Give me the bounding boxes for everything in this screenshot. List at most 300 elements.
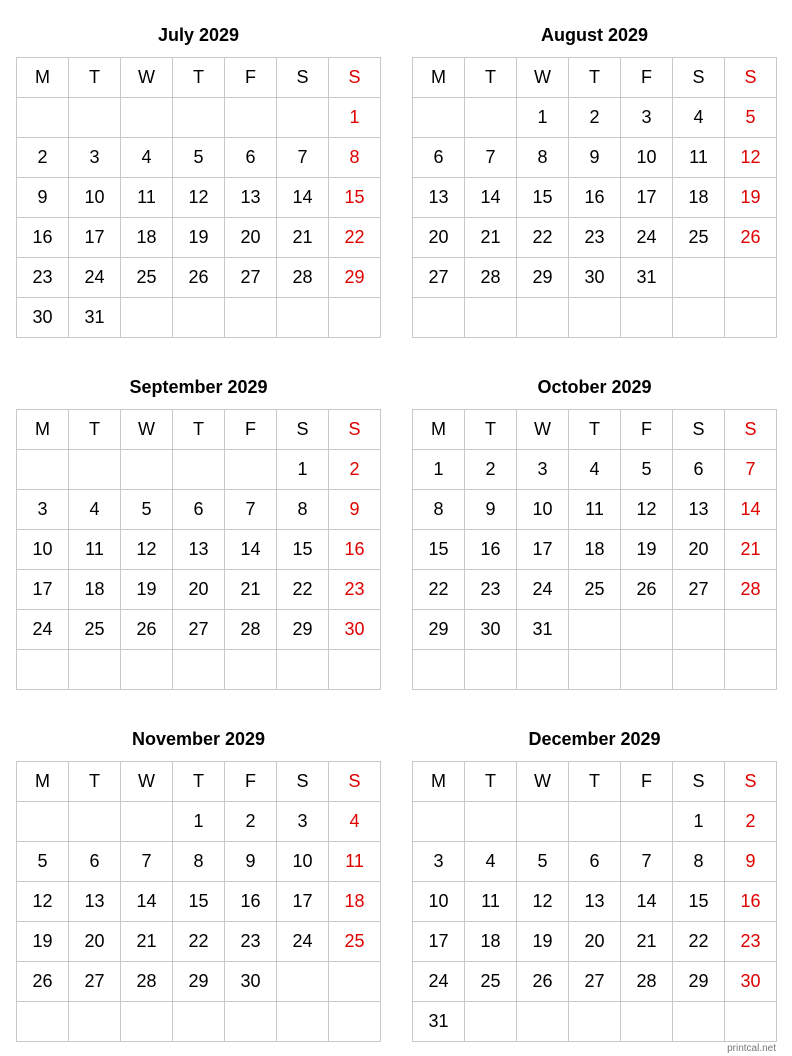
week-row (413, 610, 777, 650)
month-november (16, 727, 381, 1042)
day-cell: 21 (225, 570, 277, 610)
weekday-label: T (173, 410, 225, 450)
day-cell: 25 (69, 610, 121, 650)
weekday-label: S (329, 410, 381, 450)
week-row (17, 450, 381, 490)
day-cell (277, 298, 329, 338)
week-row (413, 570, 777, 610)
day-cell: 6 (69, 842, 121, 882)
day-cell: 30 (569, 258, 621, 298)
day-cell: 5 (621, 450, 673, 490)
weekday-label: T (69, 58, 121, 98)
day-cell: 1 (413, 450, 465, 490)
weekday-label: S (329, 58, 381, 98)
day-cell: 18 (569, 530, 621, 570)
day-cell (173, 450, 225, 490)
day-cell: 5 (121, 490, 173, 530)
weekday-label: T (465, 762, 517, 802)
day-cell (517, 802, 569, 842)
month-august (412, 23, 777, 338)
weekday-label: T (69, 410, 121, 450)
day-cell (517, 650, 569, 690)
weekday-header-row (17, 410, 381, 450)
weekday-label: F (621, 762, 673, 802)
weekday-header-row (17, 58, 381, 98)
day-cell: 22 (673, 922, 725, 962)
day-cell: 4 (673, 98, 725, 138)
week-row (413, 298, 777, 338)
day-cell: 14 (277, 178, 329, 218)
day-cell (225, 98, 277, 138)
week-row (17, 842, 381, 882)
week-row (413, 490, 777, 530)
day-cell: 14 (225, 530, 277, 570)
day-cell: 9 (725, 842, 777, 882)
day-cell: 27 (69, 962, 121, 1002)
day-cell: 13 (225, 178, 277, 218)
day-cell: 16 (17, 218, 69, 258)
month-title: September 2029 (129, 377, 268, 397)
week-row (413, 530, 777, 570)
day-cell: 10 (17, 530, 69, 570)
week-row (413, 178, 777, 218)
day-cell: 22 (413, 570, 465, 610)
day-cell: 27 (225, 258, 277, 298)
day-cell: 24 (17, 610, 69, 650)
month-july (16, 23, 381, 338)
day-cell: 19 (173, 218, 225, 258)
weekday-header-row (413, 410, 777, 450)
day-cell: 15 (673, 882, 725, 922)
day-cell (329, 1002, 381, 1042)
day-cell: 19 (621, 530, 673, 570)
week-row (413, 1002, 777, 1042)
day-cell: 2 (17, 138, 69, 178)
week-row (413, 258, 777, 298)
day-cell (17, 650, 69, 690)
day-cell: 8 (517, 138, 569, 178)
weekday-label: S (277, 762, 329, 802)
day-cell: 17 (413, 922, 465, 962)
day-cell: 11 (69, 530, 121, 570)
day-cell (725, 650, 777, 690)
day-cell: 26 (517, 962, 569, 1002)
weekday-label: S (673, 762, 725, 802)
day-cell: 28 (725, 570, 777, 610)
day-cell: 12 (173, 178, 225, 218)
day-cell: 21 (121, 922, 173, 962)
day-cell (17, 802, 69, 842)
day-cell (17, 450, 69, 490)
day-cell (277, 650, 329, 690)
day-cell: 26 (173, 258, 225, 298)
day-cell: 31 (621, 258, 673, 298)
day-cell: 3 (17, 490, 69, 530)
day-cell: 11 (673, 138, 725, 178)
weekday-label: M (17, 58, 69, 98)
weekday-label: S (673, 410, 725, 450)
day-cell: 13 (69, 882, 121, 922)
day-cell: 28 (465, 258, 517, 298)
day-cell: 28 (277, 258, 329, 298)
day-cell: 15 (517, 178, 569, 218)
week-row (413, 882, 777, 922)
week-row (413, 842, 777, 882)
day-cell: 23 (725, 922, 777, 962)
day-cell: 20 (173, 570, 225, 610)
day-cell (413, 98, 465, 138)
day-cell (621, 802, 673, 842)
weekday-label: S (673, 58, 725, 98)
day-cell: 31 (69, 298, 121, 338)
day-cell: 25 (121, 258, 173, 298)
day-cell: 17 (69, 218, 121, 258)
day-cell: 5 (17, 842, 69, 882)
day-cell: 2 (329, 450, 381, 490)
day-cell: 23 (225, 922, 277, 962)
day-cell (121, 650, 173, 690)
day-cell: 22 (517, 218, 569, 258)
day-cell (465, 1002, 517, 1042)
day-cell: 29 (517, 258, 569, 298)
day-cell: 21 (465, 218, 517, 258)
day-cell (69, 650, 121, 690)
day-cell (621, 650, 673, 690)
weekday-label: S (725, 762, 777, 802)
day-cell: 13 (569, 882, 621, 922)
day-cell: 21 (725, 530, 777, 570)
weekday-header-row (413, 58, 777, 98)
day-cell: 9 (465, 490, 517, 530)
weekday-label: M (17, 762, 69, 802)
calendar-grid (16, 409, 381, 690)
day-cell: 15 (413, 530, 465, 570)
week-row (17, 530, 381, 570)
day-cell (69, 98, 121, 138)
day-cell: 9 (225, 842, 277, 882)
day-cell: 26 (17, 962, 69, 1002)
day-cell: 24 (413, 962, 465, 1002)
day-cell: 23 (569, 218, 621, 258)
day-cell (173, 1002, 225, 1042)
day-cell: 12 (121, 530, 173, 570)
day-cell: 24 (621, 218, 673, 258)
week-row (413, 138, 777, 178)
day-cell: 3 (621, 98, 673, 138)
weekday-label: W (517, 762, 569, 802)
day-cell: 3 (413, 842, 465, 882)
weekday-label: T (569, 762, 621, 802)
day-cell: 7 (225, 490, 277, 530)
day-cell (173, 650, 225, 690)
day-cell: 14 (621, 882, 673, 922)
day-cell: 3 (69, 138, 121, 178)
day-cell: 10 (413, 882, 465, 922)
day-cell: 20 (673, 530, 725, 570)
day-cell (569, 802, 621, 842)
day-cell: 23 (17, 258, 69, 298)
day-cell: 11 (121, 178, 173, 218)
day-cell: 4 (569, 450, 621, 490)
weekday-header-row (413, 762, 777, 802)
week-row (413, 802, 777, 842)
week-row (17, 1002, 381, 1042)
day-cell: 18 (673, 178, 725, 218)
day-cell (329, 298, 381, 338)
day-cell: 6 (173, 490, 225, 530)
day-cell: 31 (413, 1002, 465, 1042)
week-row (17, 650, 381, 690)
month-title: August 2029 (540, 25, 649, 45)
day-cell (17, 98, 69, 138)
calendar-grid (412, 409, 777, 690)
day-cell: 9 (329, 490, 381, 530)
weekday-label: T (465, 58, 517, 98)
day-cell (673, 1002, 725, 1042)
day-cell (17, 1002, 69, 1042)
weekday-label: T (465, 410, 517, 450)
day-cell: 30 (329, 610, 381, 650)
day-cell: 20 (225, 218, 277, 258)
weekday-label: W (517, 410, 569, 450)
weekday-label: W (121, 58, 173, 98)
day-cell: 14 (465, 178, 517, 218)
day-cell: 24 (517, 570, 569, 610)
day-cell: 13 (173, 530, 225, 570)
day-cell (69, 802, 121, 842)
day-cell: 5 (517, 842, 569, 882)
day-cell: 12 (517, 882, 569, 922)
week-row (413, 922, 777, 962)
day-cell: 4 (121, 138, 173, 178)
day-cell (673, 258, 725, 298)
day-cell: 16 (725, 882, 777, 922)
weekday-header-row (17, 762, 381, 802)
week-row (17, 98, 381, 138)
day-cell (465, 98, 517, 138)
weekday-label: S (329, 762, 381, 802)
day-cell (673, 610, 725, 650)
day-cell: 23 (329, 570, 381, 610)
day-cell: 19 (517, 922, 569, 962)
day-cell (569, 1002, 621, 1042)
day-cell (725, 610, 777, 650)
day-cell (569, 650, 621, 690)
weekday-label: T (569, 410, 621, 450)
day-cell: 13 (673, 490, 725, 530)
month-title: October 2029 (537, 377, 652, 397)
day-cell: 6 (569, 842, 621, 882)
day-cell: 6 (225, 138, 277, 178)
day-cell: 30 (225, 962, 277, 1002)
day-cell: 8 (673, 842, 725, 882)
day-cell (121, 450, 173, 490)
weekday-label: T (69, 762, 121, 802)
day-cell: 14 (725, 490, 777, 530)
day-cell (465, 802, 517, 842)
day-cell: 15 (173, 882, 225, 922)
weekday-label: T (569, 58, 621, 98)
day-cell: 6 (413, 138, 465, 178)
day-cell: 8 (173, 842, 225, 882)
day-cell: 29 (413, 610, 465, 650)
day-cell: 18 (465, 922, 517, 962)
weekday-label: W (121, 410, 173, 450)
day-cell (173, 298, 225, 338)
month-october (412, 375, 777, 690)
day-cell (329, 650, 381, 690)
day-cell (413, 650, 465, 690)
day-cell (725, 298, 777, 338)
day-cell: 26 (725, 218, 777, 258)
day-cell: 9 (17, 178, 69, 218)
day-cell: 21 (277, 218, 329, 258)
day-cell (69, 450, 121, 490)
day-cell: 1 (673, 802, 725, 842)
day-cell: 1 (277, 450, 329, 490)
day-cell (413, 298, 465, 338)
day-cell: 19 (725, 178, 777, 218)
week-row (17, 258, 381, 298)
day-cell: 7 (621, 842, 673, 882)
weekday-label: F (225, 410, 277, 450)
day-cell (673, 298, 725, 338)
day-cell: 25 (569, 570, 621, 610)
calendar-grid (412, 761, 777, 1042)
weekday-label: T (173, 58, 225, 98)
weekday-label: F (621, 58, 673, 98)
day-cell: 24 (277, 922, 329, 962)
day-cell: 21 (621, 922, 673, 962)
day-cell: 20 (569, 922, 621, 962)
day-cell (225, 298, 277, 338)
day-cell: 14 (121, 882, 173, 922)
day-cell (517, 1002, 569, 1042)
week-row (413, 98, 777, 138)
day-cell (277, 98, 329, 138)
day-cell: 28 (621, 962, 673, 1002)
day-cell: 1 (173, 802, 225, 842)
day-cell: 11 (569, 490, 621, 530)
day-cell (621, 610, 673, 650)
day-cell: 25 (465, 962, 517, 1002)
day-cell: 20 (69, 922, 121, 962)
calendar-grid (16, 761, 381, 1042)
week-row (413, 218, 777, 258)
weekday-label: M (413, 58, 465, 98)
week-row (413, 650, 777, 690)
day-cell (569, 298, 621, 338)
day-cell: 7 (277, 138, 329, 178)
week-row (17, 882, 381, 922)
day-cell: 11 (329, 842, 381, 882)
day-cell: 1 (517, 98, 569, 138)
day-cell (569, 610, 621, 650)
week-row (17, 218, 381, 258)
site-credit[interactable]: printcal.net (727, 1043, 776, 1054)
day-cell: 30 (725, 962, 777, 1002)
day-cell: 10 (517, 490, 569, 530)
day-cell: 18 (121, 218, 173, 258)
day-cell: 4 (69, 490, 121, 530)
day-cell: 29 (329, 258, 381, 298)
day-cell: 3 (277, 802, 329, 842)
weekday-label: F (225, 58, 277, 98)
weekday-label: M (413, 762, 465, 802)
day-cell: 18 (69, 570, 121, 610)
day-cell (465, 298, 517, 338)
week-row (17, 802, 381, 842)
day-cell (725, 258, 777, 298)
week-row (17, 298, 381, 338)
day-cell: 29 (173, 962, 225, 1002)
day-cell: 16 (329, 530, 381, 570)
day-cell (173, 98, 225, 138)
day-cell: 29 (673, 962, 725, 1002)
day-cell: 15 (277, 530, 329, 570)
day-cell: 26 (121, 610, 173, 650)
month-september (16, 375, 381, 690)
day-cell: 2 (569, 98, 621, 138)
day-cell (69, 1002, 121, 1042)
day-cell: 13 (413, 178, 465, 218)
weekday-label: S (725, 58, 777, 98)
day-cell: 12 (725, 138, 777, 178)
weekday-label: S (277, 410, 329, 450)
day-cell: 19 (17, 922, 69, 962)
day-cell (673, 650, 725, 690)
day-cell: 3 (517, 450, 569, 490)
week-row (17, 178, 381, 218)
month-title: July 2029 (157, 25, 240, 45)
day-cell: 20 (413, 218, 465, 258)
weekday-label: W (517, 58, 569, 98)
day-cell (225, 450, 277, 490)
day-cell: 18 (329, 882, 381, 922)
day-cell: 16 (465, 530, 517, 570)
day-cell: 7 (465, 138, 517, 178)
day-cell: 31 (517, 610, 569, 650)
day-cell (465, 650, 517, 690)
day-cell: 23 (465, 570, 517, 610)
day-cell: 2 (225, 802, 277, 842)
day-cell: 4 (329, 802, 381, 842)
day-cell: 22 (277, 570, 329, 610)
day-cell (517, 298, 569, 338)
week-row (17, 962, 381, 1002)
day-cell (121, 802, 173, 842)
day-cell: 22 (173, 922, 225, 962)
day-cell: 17 (621, 178, 673, 218)
day-cell: 8 (413, 490, 465, 530)
weekday-label: W (121, 762, 173, 802)
week-row (413, 962, 777, 1002)
day-cell: 30 (465, 610, 517, 650)
day-cell: 28 (225, 610, 277, 650)
day-cell (277, 962, 329, 1002)
day-cell: 6 (673, 450, 725, 490)
day-cell: 2 (725, 802, 777, 842)
day-cell (621, 1002, 673, 1042)
day-cell: 10 (621, 138, 673, 178)
weekday-label: F (621, 410, 673, 450)
day-cell: 2 (465, 450, 517, 490)
day-cell: 27 (173, 610, 225, 650)
day-cell: 1 (329, 98, 381, 138)
weekday-label: T (173, 762, 225, 802)
weekday-label: M (413, 410, 465, 450)
weekday-label: F (225, 762, 277, 802)
